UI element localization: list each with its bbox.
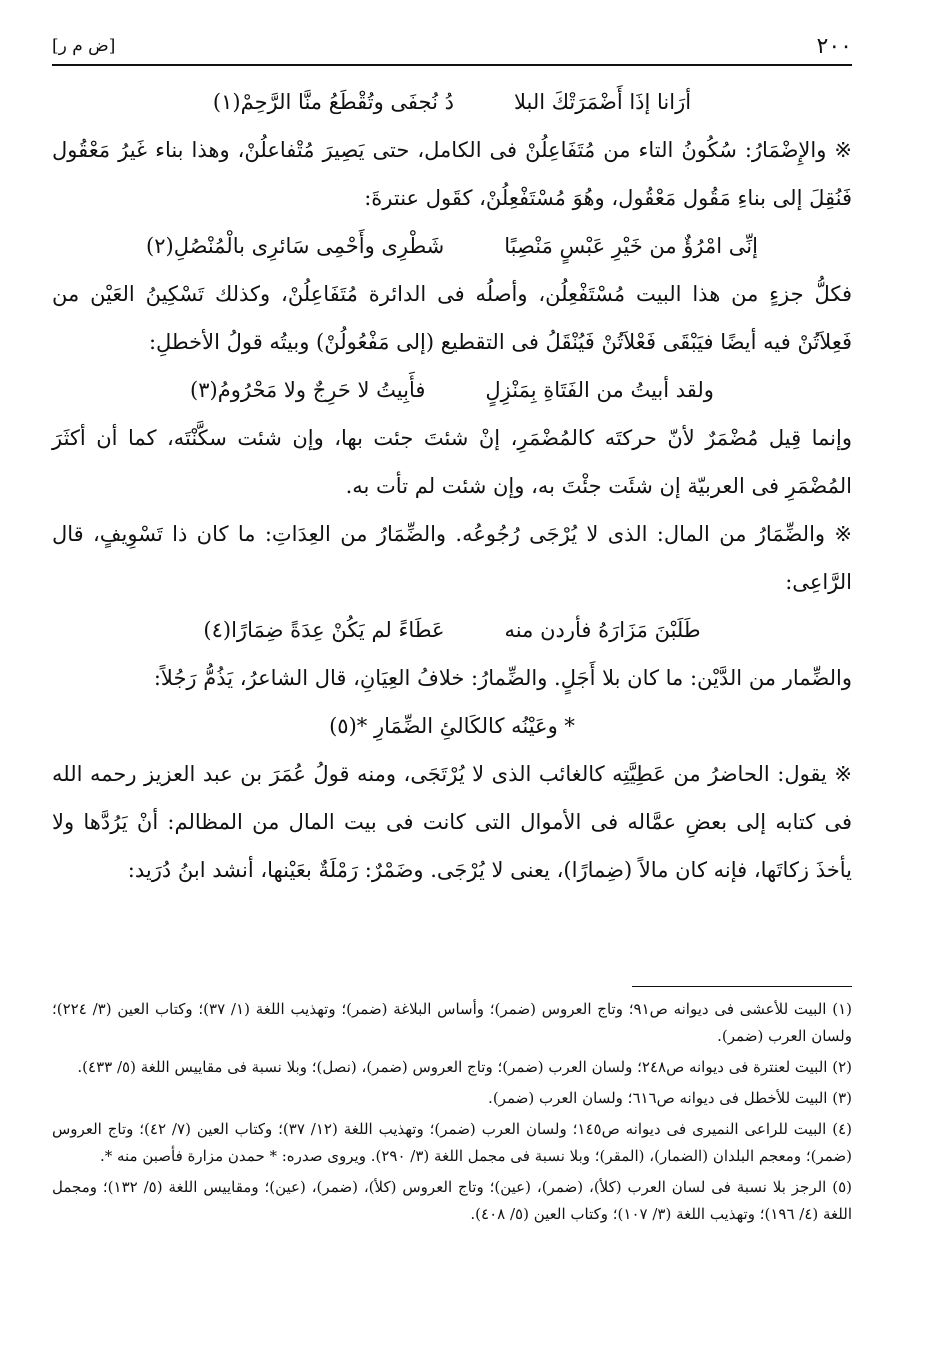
footnote: (٢) البيت لعنترة فى ديوانه ص٢٤٨؛ ولسان العرب (ضمر)؛ وتاج العروس (ضمر)، (نصل)؛ وبلا نسبة فى مقاييس اللغة (٥/ ٤٣٣). — [77, 1058, 852, 1076]
footnote: (٥) الرجز بلا نسبة فى لسان العرب (كلأ)، (ضمر)، (عين)؛ وتاج العروس (كلأ)، (ضمر)، (عين)؛ ومقاييس اللغة (٥/ ١٣٢)؛ ومجمل اللغة (٤/ ١٩٦)؛ وتهذيب اللغة (٣/ ١٠٧)؛ وكتاب العين (٥/ ٤٠٨). — [52, 1178, 853, 1223]
verse-hemistich-second: شَطْرِى وأَحْمِى سَائرِى بالْمُنْصُلِ(٢) — [146, 234, 445, 258]
paragraph: ※ والضِّمَارُ من المال: الذى لا يُرْجَى رُجُوعُه. والضِّمَارُ من العِدَاتِ: ما كان ذا تَسْوِيفٍ، قال الرَّاعِى: — [52, 522, 852, 594]
paragraph: والضِّمار من الدَّيْن: ما كان بلا أَجَلٍ. والضِّمارُ: خلافُ العِيَانِ، قال الشاعرُ، يَذُمُّ رَجُلاً: — [153, 666, 852, 690]
main-text — [52, 78, 852, 894]
footnote: (٤) البيت للراعى النميرى فى ديوانه ص١٤٥؛ ولسان العرب (ضمر)؛ وتهذيب اللغة (١٢/ ٣٧)؛ وكتاب العين (٧/ ٤٢)؛ وتاج العروس (ضمر)؛ ومعجم البلدان (الضمار)، (المقر)؛ وبلا نسبة فى مجمل اللغة (٣/ ٢٩٠). ويروى صدره: * حمدن مزارة فأصبن منه *. — [52, 1120, 853, 1165]
verse-hemistich-first: ولقد أبيتُ من الفَتَاةِ بِمَنْزِلٍ — [485, 378, 714, 402]
footnote-divider — [632, 986, 852, 987]
verse — [52, 78, 852, 126]
verse-hemistich-first: إنِّى امْرُؤٌ من خَيْرِ عَبْسٍ مَنْصِبًا — [504, 234, 758, 258]
rajaz-line: * وعَيْنُه كالكَالئِ الضِّمَارِ *(٥) — [329, 714, 575, 738]
verse — [52, 366, 852, 414]
page-number: ٢٠٠ — [816, 34, 852, 59]
verse — [52, 606, 852, 654]
verse-hemistich-second: دُ نُجفَى وتُقْطَعُ منَّا الرَّحِمْ(١) — [212, 90, 454, 114]
footnotes — [52, 996, 852, 1232]
paragraph: ※ يقول: الحاضرُ من عَطِيَّتِه كالغائب الذى لا يُرْتَجَى، ومنه قولُ عُمَرَ بن عبد العزيز رحمه الله فى كتابه إلى بعضِ عمَّاله فى الأموال التى كانت فى بيت المال من المظالم: أنْ يَرُدَّها ولا يأخذَ زكاتَها، فإنه كان مالاً (ضِمارًا)، يعنى لا يُرْجَى. وضَمْرٌ: رَمْلَةٌ بعَيْنها، أنشد ابنُ دُرَيد: — [52, 762, 852, 882]
root-label: [ض م ر] — [52, 36, 116, 56]
verse-hemistich-second: عَطَاءً لم يَكُنْ عِدَةً ضِمَارًا(٤) — [203, 618, 445, 642]
verse-hemistich-second: فأَبِيتُ لا حَرِجٌ ولا مَحْرُومُ(٣) — [190, 378, 426, 402]
verse-hemistich-first: أرَانا إذَا أَضْمَرَتْكَ البلا — [513, 90, 692, 114]
paragraph: فكلُّ جزءٍ من هذا البيت مُسْتَفْعِلُن، وأصلُه فى الدائرة مُتَفَاعِلُنْ، وكذلك تَسْكِينُ العَيْن من فَعِلاَتُنْ فيه أيضًا فيَبْقَى فَعْلاَتُنْ فَيُنْقَلُ فى التقطيع (إلى مَفْعُولُنْ) وبيتُه قولُ الأخطلِ: — [52, 282, 852, 354]
paragraph: وإنما قِيل مُضْمَرٌ لأنّ حركتَه كالمُضْمَرِ، إنْ شئتَ جئت بها، وإن شئت سكَّنْتَه، كما أن أكثَرَ المُضْمَرِ فى العربيّة إن شئَت جئْتَ به، وإن شئت لم تأت به. — [52, 426, 852, 498]
footnote: (١) البيت للأعشى فى ديوانه ص٩١؛ وتاج العروس (ضمر)؛ وأساس البلاغة (ضمر)؛ وتهذيب اللغة (١/ ٣٧)؛ وكتاب العين (٣/ ٢٢٤)؛ ولسان العرب (ضمر). — [52, 1000, 852, 1045]
page-header — [52, 30, 852, 66]
footnote: (٣) البيت للأخطل فى ديوانه ص٦١٦؛ ولسان العرب (ضمر). — [488, 1089, 852, 1107]
verse-hemistich-first: طَلَبْنَ مَزَارَهُ فأردن منه — [504, 618, 701, 642]
verse — [52, 222, 852, 270]
paragraph: ※ والإِضْمَارُ: سُكُونُ التاء من مُتَفَاعِلُنْ فى الكامل، حتى يَصِيرَ مُتْفاعلُنْ، وهذا بناء غَيرُ مَعْقُول فَنُقِلَ إلى بناءِ مَقُول مَعْقُول، وهُوَ مُسْتَفْعِلُنْ، كقَول عنترةَ: — [52, 138, 852, 210]
